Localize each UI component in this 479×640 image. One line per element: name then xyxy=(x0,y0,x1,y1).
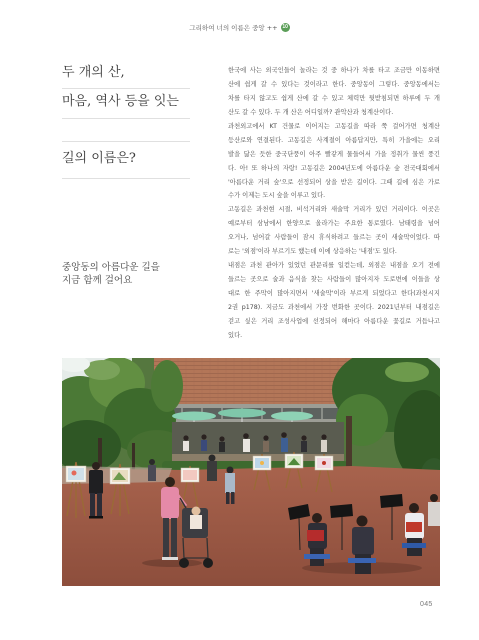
body-line: 오거나, 넘어갈 사람들이 잠시 휴식하려고 들르는 곳이 새술막이었다. 따 xyxy=(228,234,440,242)
park-photo xyxy=(62,358,440,586)
park-photo-image xyxy=(62,358,440,586)
body-line: 있다. xyxy=(228,331,243,339)
subhead-line-2: 지금 함께 걸어요 xyxy=(62,275,133,286)
left-column xyxy=(62,0,194,320)
body-paragraph xyxy=(228,120,440,204)
divider xyxy=(62,178,190,179)
body-line: 들르는 곳으로 술과 음식을 찾는 사람들이 많아지자 도로변에 이들을 상 xyxy=(228,276,440,284)
body-line: 내점은 과천 관아가 있었던 관문리를 일컫는데, 외점은 내점을 오기 전에 xyxy=(228,262,440,270)
body-line: 과천외고에서 KT 건물로 이어지는 고동길을 따라 쭉 걸어가면 청계산 xyxy=(228,122,440,130)
body-line: 대로 한 주막이 많아지면서 '새술막'이라 부르게 되었다고 한다(과천시지 xyxy=(228,290,440,297)
body-line: 예로부터 삼남에서 한양으로 올라가는 주요한 통로였다. 남태령을 넘어 xyxy=(228,220,440,228)
chapter-badge: 10 xyxy=(282,23,288,30)
subhead-line-1: 중앙동의 아름다운 길을 xyxy=(62,262,160,273)
body-line: 차를 타지 않고도 쉽게 산에 갈 수 있고 체력만 뒷받침되면 하루에 두 개 xyxy=(228,94,440,102)
body-line: 다. 아! 또 하나의 자랑! 고동길은 2004년도에 아름다운 숲 전국대회에서 xyxy=(228,164,440,172)
headline-line-1: 두 개의 산, xyxy=(62,65,125,80)
divider xyxy=(62,141,190,142)
body-line: 한국에 사는 외국인들이 놀라는 것 중 하나가 차를 타고 조금만 이동하면 xyxy=(228,67,440,74)
divider xyxy=(62,118,190,119)
body-line: 로는 '외점'이라 부르기도 했는데 이에 상응하는 '내점'도 있다. xyxy=(228,248,397,256)
body-text xyxy=(228,64,440,343)
body-line: 산도 갈 수 있다. 두 개 산은 어디일까? 관악산과 청계산이다. xyxy=(228,108,394,116)
body-line: 수가 이제는 도시 숲을 이루고 있다. xyxy=(228,192,326,200)
body-line: 걷고 싶은 거리 조성사업에 선정되어 해마다 아름다운 꽃길로 거듭나고 xyxy=(228,317,440,325)
body-line: 등산로와 연결된다. 고동길은 사계절이 아름답지만, 특히 가을에는 오리 xyxy=(228,136,440,144)
divider xyxy=(62,88,190,89)
running-header-title: 그리하여 너의 이름은 중앙 ++ xyxy=(189,23,278,32)
body-paragraph xyxy=(228,203,440,259)
body-line: 고동길은 과천현 시절, 비석거리와 새술막 거리가 있던 거리이다. 이곳은 xyxy=(228,206,440,214)
headline-line-3: 길의 이름은? xyxy=(62,151,136,166)
body-line: 산에 쉽게 갈 수 있다는 것이라고 한다. 중앙동이 그렇다. 중앙동에서는 xyxy=(228,80,440,88)
headline-line-2: 마음, 역사 등을 잇는 xyxy=(62,94,179,109)
body-line: '아름다운 거리 숲'으로 선정되어 상을 받은 길이다. 그때 길에 심은 가로 xyxy=(228,178,440,186)
body-paragraph xyxy=(228,64,440,120)
body-line: 2권 p178). 지금도 과천에서 가장 번화한 곳이다. 2021년부터 내점길은 xyxy=(228,303,440,311)
page-number: 045 xyxy=(420,601,433,608)
body-paragraph xyxy=(228,259,440,343)
body-line: 발을 닮은 듯한 중국단풍이 아주 빨갛게 물들어서 가을 정취가 물씬 풍긴 xyxy=(228,150,440,158)
